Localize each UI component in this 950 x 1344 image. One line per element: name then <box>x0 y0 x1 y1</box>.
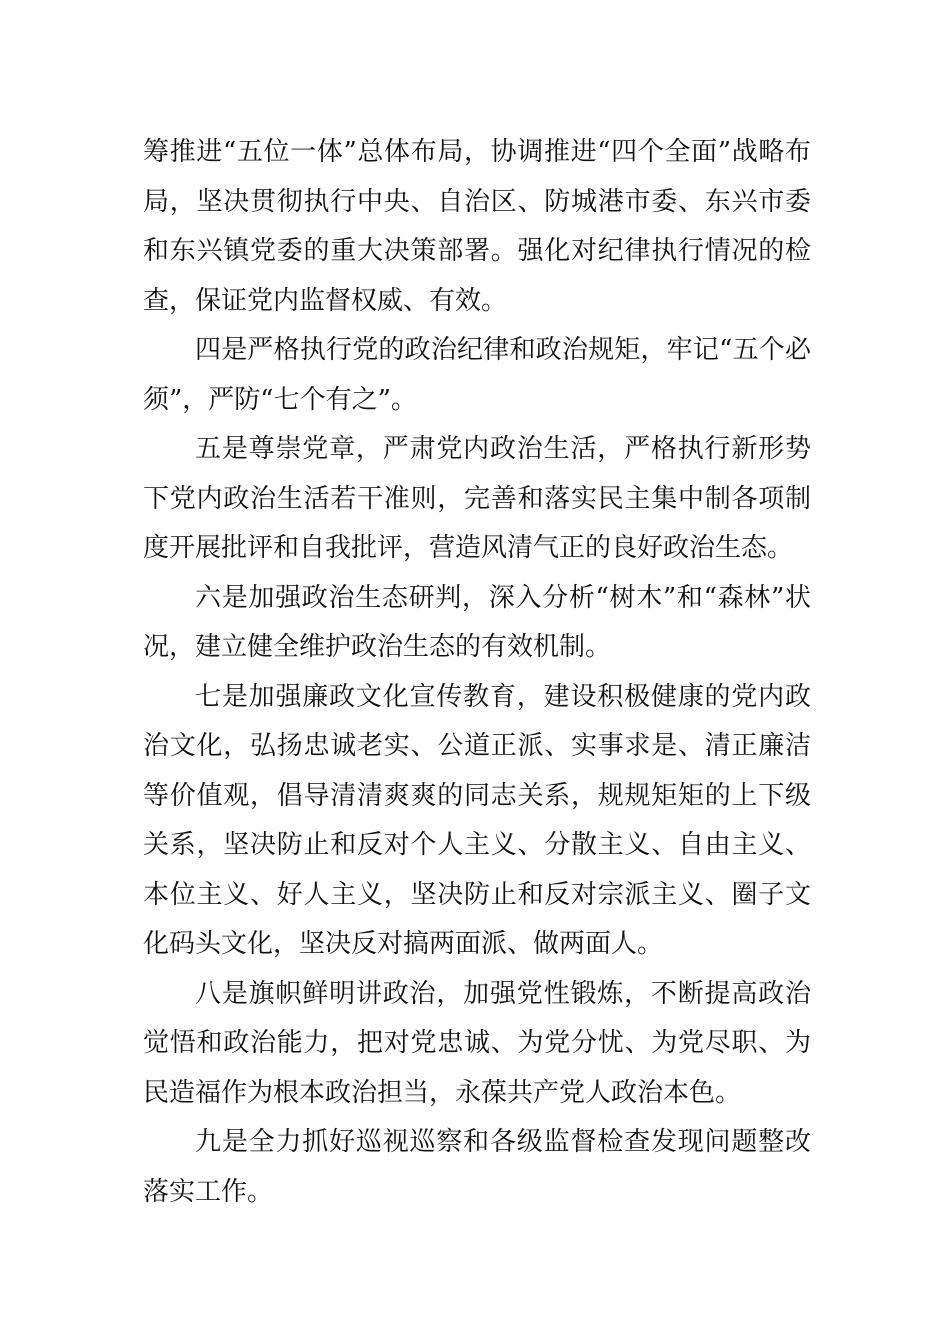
paragraph-item-five: 五是尊崇党章，严肃党内政治生活，严格执行新形势下党内政治生活若干准则，完善和落实民主集中制各项制度开展批评和自我批评，营造风清气正的良好政治生态。 <box>143 434 811 563</box>
paragraph-continuation: 筹推进“五位一体”总体布局，协调推进“四个全面”战略布局，坚决贯彻执行中央、自治区、防城港市委、东兴市委和东兴镇党委的重大决策部署。强化对纪律执行情况的检查，保证党内监督权威、有效。 <box>143 137 811 316</box>
document-body <box>143 128 811 1217</box>
paragraph-item-seven: 七是加强廉政文化宣传教育，建设积极健康的党内政治文化，弘扬忠诚老实、公道正派、实事求是、清正廉洁等价值观，倡导清清爽爽的同志关系，规规矩矩的上下级关系，坚决防止和反对个人主义、分散主义、自由主义、本位主义、好人主义，坚决防止和反对宗派主义、圈子文化码头文化，坚决反对搞两面派、做两面人。 <box>143 681 811 959</box>
paragraph-item-four: 四是严格执行党的政治纪律和政治规矩，牢记“五个必须”，严防“七个有之”。 <box>143 335 811 415</box>
paragraph-item-nine: 九是全力抓好巡视巡察和各级监督检查发现问题整改落实工作。 <box>143 1127 811 1207</box>
paragraph-item-six: 六是加强政治生态研判，深入分析“树木”和“森林”状况，建立健全维护政治生态的有效机制。 <box>143 582 811 662</box>
paragraph-item-eight: 八是旗帜鲜明讲政治，加强党性锻炼，不断提高政治觉悟和政治能力，把对党忠诚、为党分忧、为党尽职、为民造福作为根本政治担当，永葆共产党人政治本色。 <box>143 978 811 1108</box>
